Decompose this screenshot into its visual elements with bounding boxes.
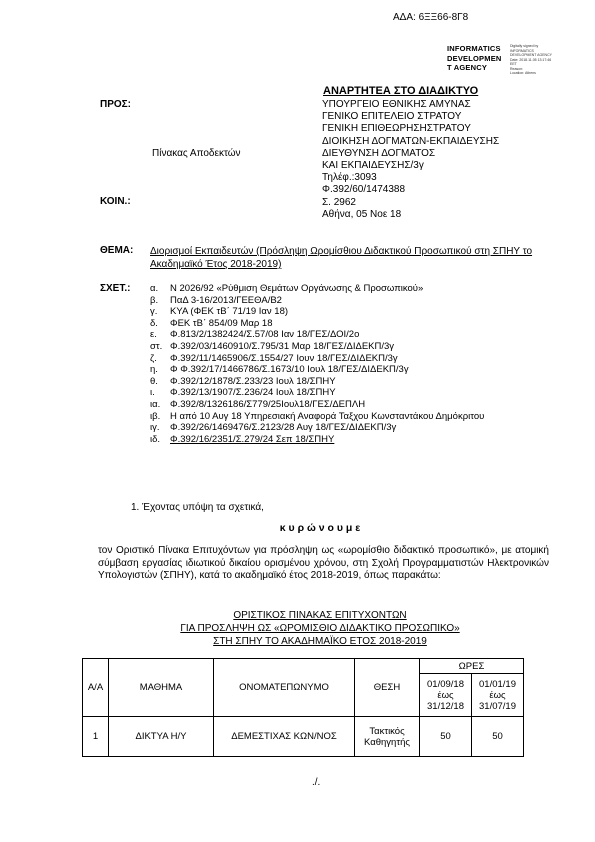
- reference-item: θ. Φ.392/12/1878/Σ.233/23 Ιουλ 18/ΣΠΗΥ: [150, 375, 336, 387]
- reference-item: στ. Φ.392/03/1460910/Σ.795/31 Μαρ 18/ΓΕΣ/ΔΙΔΕΚΠ/3γ: [150, 340, 395, 352]
- cell-hours-2: 50: [472, 717, 524, 757]
- recipient-line: ΔΙΕΥΘΥΝΣΗ ΔΟΓΜΑΤΟΣ: [322, 147, 436, 159]
- detail-line: Φ.392/60/1474388: [322, 184, 406, 196]
- reference-item: ι. Φ.392/13/1907/Σ.236/24 Ιουλ 18/ΣΠΗΥ: [150, 387, 336, 399]
- results-table: [82, 658, 524, 757]
- table-title-line: ΟΡΙΣΤΙΚΟΣ ΠΙΝΑΚΑΣ ΕΠΙΤΥΧΟΝΤΩΝ: [233, 610, 407, 621]
- subject-text: Διορισμοί Εκπαιδευτών (Πρόσληψη Ωρομίσθιου Διδακτικού Προσωπικού στη ΣΠΗΥ το Ακαδημαϊκό Έτος 2018-2019): [150, 246, 533, 270]
- recipient-line: ΥΠΟΥΡΓΕΙΟ ΕΘΝΙΚΗΣ ΑΜΥΝΑΣ: [322, 99, 471, 110]
- reference-item: ια. Φ.392/8/1326186/Σ779/25Ιουλ18/ΓΕΣ/ΔΕΠΛΗ: [150, 398, 366, 410]
- reference-item: ιδ. Φ.392/16/2351/Σ.279/24 Σεπ 18/ΣΠΗΥ: [150, 433, 335, 445]
- cell-position: Τακτικός Καθηγητής: [355, 717, 420, 757]
- signature-line: DEVELOPMENT AGENCY: [510, 53, 552, 57]
- detail-line: Σ. 2962: [322, 196, 356, 208]
- reference-item: γ. ΚΥΑ (ΦΕΚ τΒ΄ 71/19 Ιαν 18): [150, 306, 289, 318]
- pros-label: ΠΡΟΣ:: [100, 99, 132, 110]
- col-header-name: ΟΝΟΜΑΤΕΠΩΝΥΜΟ: [214, 659, 355, 717]
- digital-signature: [510, 44, 580, 76]
- reference-item: ιγ. Φ.392/26/1469476/Σ.2123/28 Αυγ 18/ΓΕΣ/ΔΙΔΕΚΠ/3γ: [150, 422, 397, 434]
- cell-name: ΔΕΜΕΣΤΙΧΑΣ ΚΩΝ/ΝΟΣ: [214, 717, 355, 757]
- point-one: 1. Έχοντας υπόψη τα σχετικά,: [131, 502, 264, 513]
- agency-logo: [447, 44, 502, 73]
- signature-line: Reason:: [510, 66, 524, 71]
- body-paragraph: τον Οριστικό Πίνακα Επιτυχόντων για πρόσληψη ως «ωρομίσθιο διδακτικό προσωπικό», με ατομική σύμβαση εργασίας ιδιωτικού δικαίου ορισμένου χρόνου, στη Σχολή Προγραμματιστών Ηλεκτρονικών Υπολογιστών (ΣΠΗΥ), κατά το ακαδημαϊκό έτος 2018-2019, όπως παρακάτω:: [98, 545, 549, 581]
- signature-line: Location: Athens: [510, 71, 536, 75]
- reference-item: ε. Φ.813/2/1382424/Σ.57/08 Ιαν 18/ΓΕΣ/ΔΟΙ/2ο: [150, 329, 360, 341]
- col-header-hours: ΩΡΕΣ: [420, 659, 524, 674]
- logo-line: T AGENCY: [447, 63, 488, 72]
- reference-item: δ. ΦΕΚ τΒ΄ 854/09 Μαρ 18: [150, 317, 273, 329]
- ada-code: ΑΔΑ: 6ΞΞ66-8Γ8: [393, 12, 469, 23]
- recipient-line: ΚΑΙ ΕΚΠΑΙΔΕΥΣΗΣ/3γ: [322, 160, 424, 172]
- col-header-period-1: 01/09/18 έως 31/12/18: [420, 674, 472, 717]
- recipients-table-ref: Πίνακας Αποδεκτών: [152, 148, 241, 159]
- logo-line: INFORMATICS: [447, 44, 501, 53]
- cell-subject: ΔΙΚΤΥΑ Η/Υ: [109, 717, 214, 757]
- continuation-mark: ./.: [312, 777, 321, 788]
- references-label: ΣΧΕΤ.:: [100, 283, 131, 294]
- reference-item: η. Φ Φ.392/17/1466786/Σ.1673/10 Ιουλ 18/ΓΕΣ/ΔΙΔΕΚΠ/3γ: [150, 364, 409, 376]
- col-header-aa: Α/Α: [83, 659, 109, 717]
- detail-line: Αθήνα, 05 Νοε 18: [322, 208, 402, 220]
- table-row: [83, 717, 524, 757]
- logo-line: DEVELOPMEN: [447, 53, 502, 63]
- recipient-line: ΓΕΝΙΚΟ ΕΠΙΤΕΛΕΙΟ ΣΤΡΑΤΟΥ: [322, 111, 462, 123]
- posting-title: ΑΝΑΡΤΗΤΕΑ ΣΤΟ ΔΙΑΔΙΚΤΥΟ: [323, 85, 479, 97]
- recipient-line: ΔΙΟΙΚΗΣΗ ΔΟΓΜΑΤΩΝ-ΕΚΠΑΙΔΕΥΣΗΣ: [322, 135, 500, 147]
- table-title-line: ΓΙΑ ΠΡΟΣΛΗΨΗ ΩΣ «ΩΡΟΜΙΣΘΙΟ ΔΙΔΑΚΤΙΚΟ ΠΡΟΣΩΠΙΚΟ»: [180, 623, 460, 634]
- recipients: [322, 99, 499, 221]
- koin-label: ΚΟΙΝ.:: [100, 196, 131, 207]
- recipient-line: ΓΕΝΙΚΗ ΕΠΙΘΕΩΡΗΣΗΣΤΡΑΤΟΥ: [322, 123, 471, 135]
- col-header-position: ΘΕΣΗ: [355, 659, 420, 717]
- detail-line: Τηλέφ.:3093: [322, 172, 377, 184]
- signature-line: Digitally signed by: [510, 44, 539, 48]
- signature-line: Date: 2018.11.05 13:17:46: [510, 57, 552, 62]
- reference-item: ζ. Φ.392/11/1465906/Σ.1554/27 Ιουν 18/ΓΕΣ/ΔΙΔΕΚΠ/3γ: [150, 352, 398, 364]
- table-title-line: ΣΤΗ ΣΠΗΥ ΤΟ ΑΚΑΔΗΜΑΪΚΟ ΕΤΟΣ 2018-2019: [213, 636, 427, 647]
- reference-item: β. ΠαΔ 3-16/2013/ΓΕΕΘΑ/Β2: [150, 294, 282, 306]
- reference-item: ιβ. Η από 10 Αυγ 18 Υπηρεσιακή Αναφορά Ταξχου Κωνσταντάκου Δημόκριτου: [150, 410, 485, 422]
- col-header-subject: ΜΑΘΗΜΑ: [109, 659, 214, 717]
- decree-word: κ υ ρ ώ ν ο υ μ ε: [279, 522, 361, 534]
- subject-label: ΘΕΜΑ:: [100, 245, 134, 256]
- signature-line: EET: [510, 62, 517, 66]
- cell-hours-1: 50: [420, 717, 472, 757]
- cell-aa: 1: [83, 717, 109, 757]
- signature-line: INFORMATICS: [510, 48, 534, 53]
- references-list: [150, 283, 550, 445]
- col-header-period-2: 01/01/19 έως 31/07/19: [472, 674, 524, 717]
- reference-item: α. Ν 2026/92 «Ρύθμιση Θεμάτων Οργάνωσης & Προσωπικού»: [150, 283, 424, 294]
